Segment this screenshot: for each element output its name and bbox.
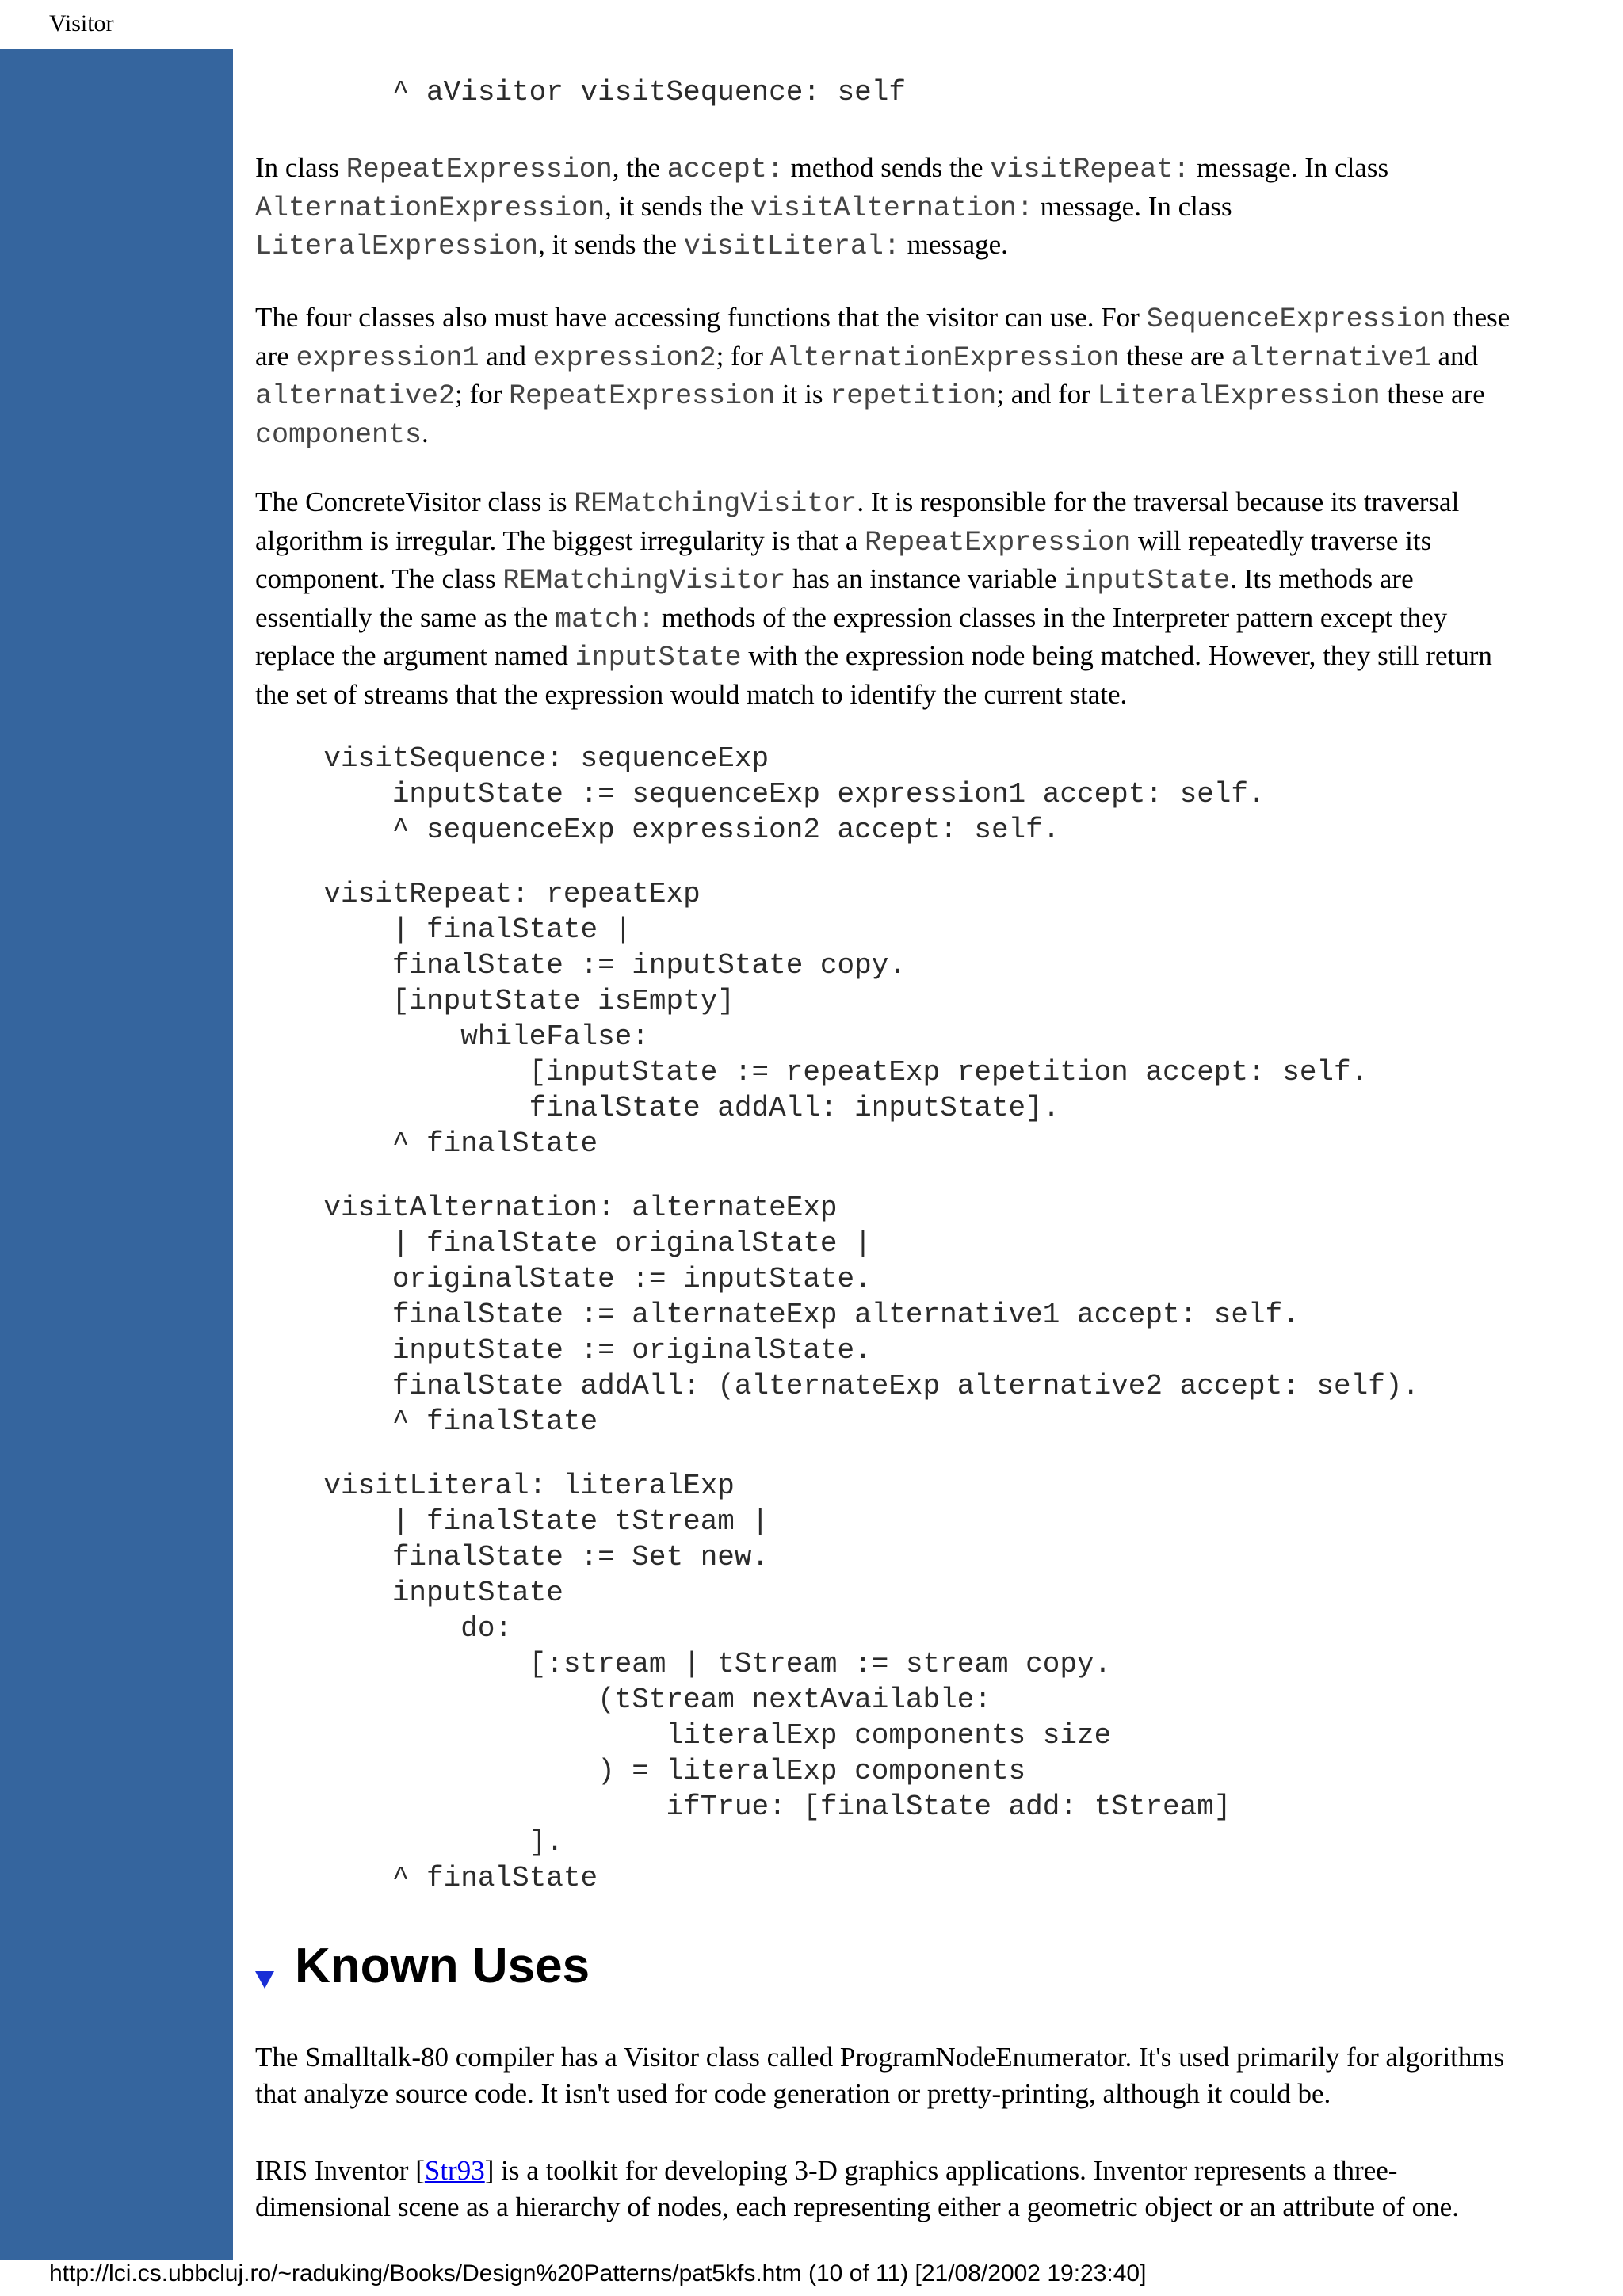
reference-link-str93[interactable]: Str93: [424, 2155, 485, 2186]
code-line: | finalState originalState |: [255, 1227, 872, 1260]
code-line: do:: [255, 1612, 513, 1645]
code-line: finalState := inputState copy.: [255, 949, 906, 982]
code-line: ^ sequenceExp expression2 accept: self.: [255, 814, 1060, 846]
code-line: whileFalse:: [255, 1020, 649, 1053]
section-toggle-triangle-icon[interactable]: [255, 1971, 274, 1989]
paragraph-concrete-visitor: The ConcreteVisitor class is REMatchingVisitor. It is responsible for the traversal because its traversal algorithm is irregular. The biggest irregularity is that a RepeatExpression will repeatedly traverse its component. The class REMatchingVisitor has an instance variable inputState. Its methods are essentially the same as the match: methods of the expression classes in the Interpreter pattern except they replace the argument named inputState with the expression node being matched. However, they still return the set of streams that the expression would match to identify the current state.: [255, 486, 1492, 710]
page-header-title: Visitor: [49, 10, 114, 36]
code-line: inputState := sequenceExp expression1 accept: self.: [255, 778, 1266, 810]
page-footer-url: http://lci.cs.ubbcluj.ro/~raduking/Books/Design%20Patterns/pat5kfs.htm (10 of 11) [21/08/2002 19:23:40]: [49, 2260, 1147, 2286]
paragraph-iris-inventor: IRIS Inventor [Str93] is a toolkit for developing 3-D graphics applications. Inventor represents a three- dimensional scene as a hierarchy of nodes, each representing either a geometric object or an attribute of one.: [255, 2155, 1459, 2222]
code-line: ^ aVisitor visitSequence: self: [255, 76, 906, 109]
code-line: visitAlternation: alternateExp: [255, 1192, 838, 1224]
code-line: visitRepeat: repeatExp: [255, 878, 701, 910]
code-line: | finalState |: [255, 913, 632, 946]
paragraph-smalltalk-compiler: The Smalltalk-80 compiler has a Visitor class called ProgramNodeEnumerator. It's used primarily for algorithms that analyze source code. It isn't used for code generation or pretty-printing, although it could be.: [255, 2042, 1505, 2109]
paragraph-accept-methods: In class RepeatExpression, the accept: method sends the visitRepeat: message. In class AlternationExpression, it sends the visitAlternation: message. In class LiteralExpression, it sends the visitLiteral: message.: [255, 152, 1389, 262]
code-line: ^ finalState: [255, 1405, 598, 1438]
code-line: [:stream | tStream := stream copy.: [255, 1648, 1112, 1680]
code-line: ^ finalState: [255, 1862, 598, 1894]
code-line: finalState addAll: inputState].: [255, 1092, 1060, 1124]
code-line: finalState addAll: (alternateExp alternative2 accept: self).: [255, 1370, 1420, 1402]
code-line: ].: [255, 1826, 563, 1859]
code-line: [inputState isEmpty]: [255, 985, 735, 1017]
code-line: [inputState := repeatExp repetition accept: self.: [255, 1056, 1369, 1089]
code-line: | finalState tStream |: [255, 1505, 769, 1538]
section-heading-known-uses: Known Uses: [295, 1939, 590, 1993]
code-line: ) = literalExp components: [255, 1755, 1026, 1787]
code-line: ^ finalState: [255, 1127, 598, 1160]
code-line: visitLiteral: literalExp: [255, 1470, 735, 1502]
code-line: literalExp components size: [255, 1719, 1112, 1752]
code-line: originalState := inputState.: [255, 1263, 872, 1295]
sidebar-band: [0, 49, 233, 2260]
code-line: finalState := alternateExp alternative1 accept: self.: [255, 1299, 1300, 1331]
code-line: (tStream nextAvailable:: [255, 1684, 991, 1716]
paragraph-accessing-functions: The four classes also must have accessing functions that the visitor can use. For SequenceExpression these are expression1 and expression2; for AlternationExpression these are alternative1 and alternative2; for RepeatExpression it is repetition; and for LiteralExpression these are components.: [255, 302, 1510, 451]
code-line: inputState := originalState.: [255, 1334, 872, 1367]
code-line: visitSequence: sequenceExp: [255, 742, 769, 775]
code-line: inputState: [255, 1577, 563, 1609]
code-line: ifTrue: [finalState add: tStream]: [255, 1791, 1232, 1823]
code-line: finalState := Set new.: [255, 1541, 769, 1573]
